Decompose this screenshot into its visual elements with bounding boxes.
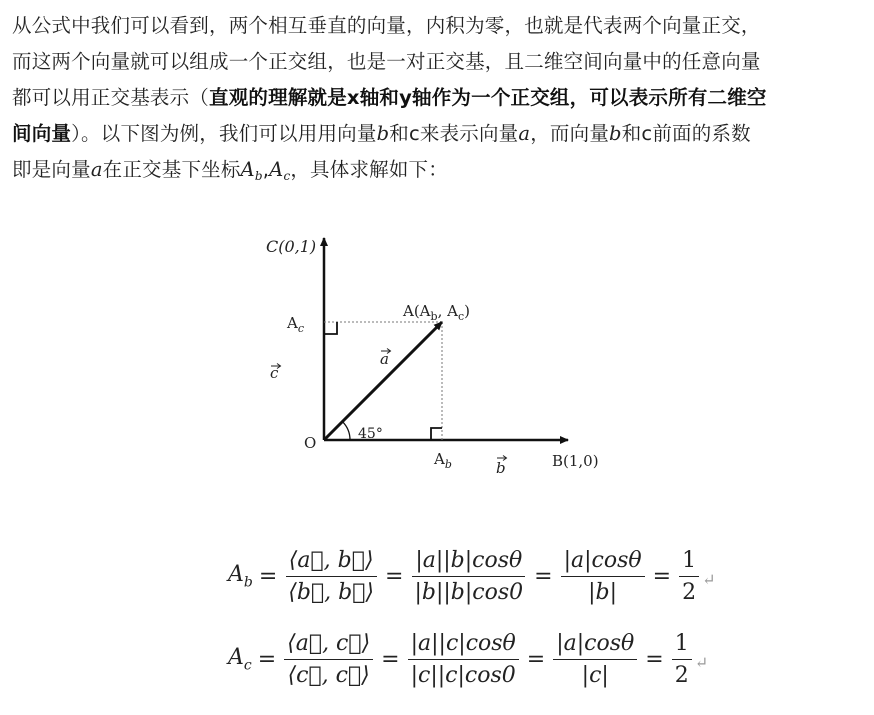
text-segment: 在正交基下坐标 <box>102 158 241 181</box>
text-segment: 从公式中我们可以看到，两个相互垂直的向量，内积为零，也就是代表两个向量正交， <box>12 14 761 37</box>
coord-A: A <box>240 158 255 181</box>
svg-text:c: c <box>270 364 279 382</box>
vector-a <box>324 322 442 440</box>
equals-sign: = <box>385 563 404 589</box>
coord-comma: , <box>262 158 270 181</box>
var-a: a <box>518 122 531 145</box>
text-segment: 来表示向量 <box>419 122 519 145</box>
equation-lhs: $A_c$ <box>228 644 252 674</box>
text-segment: ）。以下图为例，我们可以用用向量 <box>71 122 377 145</box>
coord-sub-b: b <box>254 169 263 183</box>
bold-y-letter: y <box>399 86 413 109</box>
var-c: c <box>408 122 420 145</box>
label-B: B(1,0) <box>552 452 599 470</box>
equals-sign: = <box>258 563 278 589</box>
equals-sign: = <box>645 646 664 672</box>
equation-lhs: $A_b$ <box>228 561 253 591</box>
fraction-simplified: $\frac{|a|\cos\theta}{|c|}$ <box>553 631 637 688</box>
return-mark-icon: ↵ <box>702 569 716 589</box>
equals-sign: = <box>257 646 277 672</box>
label-vec-b <box>496 456 507 478</box>
coord-sub-c: c <box>283 169 291 183</box>
coord-A: A <box>269 158 284 181</box>
bold-text: 直观的理解就是 <box>209 86 347 109</box>
text-segment: 和 <box>389 122 409 145</box>
paragraph-line-3 <box>12 80 864 116</box>
var-c: c <box>641 122 653 145</box>
label-vec-c <box>270 364 281 383</box>
right-angle-mark-b <box>431 428 442 440</box>
svg-text:a: a <box>380 350 389 368</box>
fraction-result: $\frac{1}{2}$ <box>672 631 692 688</box>
fraction-simplified: $\frac{|a|\cos\theta}{|b|}$ <box>561 548 645 605</box>
label-angle: 45° <box>358 426 383 442</box>
bold-segment <box>209 86 767 109</box>
paragraph-line-5 <box>12 152 864 194</box>
orthogonal-basis-diagram <box>250 228 620 488</box>
text-segment: ，具体求解如下： <box>290 158 448 181</box>
equation-Ab <box>228 541 715 611</box>
fraction-inner-product: $\frac{⟨a⃗, c⃗⟩}{⟨c⃗, c⃗⟩}$ <box>284 631 373 688</box>
bold-text: 轴和 <box>359 86 400 109</box>
var-a: a <box>90 158 103 181</box>
equals-sign: = <box>534 563 553 589</box>
label-point-A: $A(A_b$, $A_c$) <box>403 302 470 323</box>
bold-segment <box>12 122 71 145</box>
text-segment: 而这两个向量就可以组成一个正交组，也是一对正交基，且二维空间向量中的任意向量 <box>12 50 761 73</box>
paragraph-line-4 <box>12 116 864 152</box>
fraction-magnitudes: $\frac{|a||c|\cos\theta}{|c||c|\cos 0}$ <box>408 631 519 688</box>
equation-Ac <box>228 624 708 694</box>
label-Ac-left: $A_c$ <box>287 314 305 335</box>
fraction-result: $\frac{1}{2}$ <box>679 548 699 605</box>
bold-text: 间向量 <box>12 122 72 145</box>
label-vec-a <box>380 349 391 369</box>
paragraph-line-2 <box>12 44 864 80</box>
label-C: C(0,1) <box>266 237 317 256</box>
angle-arc <box>342 422 350 440</box>
right-angle-mark-c <box>324 322 337 334</box>
text-segment: 前面的系数 <box>652 122 751 145</box>
label-Ab-bottom: $A_b$ <box>434 450 452 471</box>
equals-sign: = <box>652 563 672 589</box>
intro-paragraph <box>12 8 864 194</box>
equals-sign: = <box>381 646 400 672</box>
var-b: b <box>376 122 390 145</box>
text-segment: 都可以用正交基表示（ <box>12 86 210 109</box>
paragraph-line-1 <box>12 8 864 44</box>
fraction-magnitudes: $\frac{|a||b|\cos\theta}{|b||b|\cos 0}$ <box>411 548 526 605</box>
label-origin: O <box>304 434 317 452</box>
text-segment: 和 <box>621 122 642 145</box>
bold-x-letter: x <box>346 86 360 109</box>
text-segment: ，而向量 <box>530 122 610 145</box>
fraction-inner-product: $\frac{⟨a⃗, b⃗⟩}{⟨b⃗, b⃗⟩}$ <box>285 548 377 605</box>
return-mark-icon: ↵ <box>694 652 709 672</box>
var-b: b <box>609 122 622 145</box>
svg-text:b: b <box>496 459 506 477</box>
equals-sign: = <box>526 646 546 672</box>
bold-text: 轴作为一个正交组，可以表示所有二维空 <box>412 86 767 109</box>
text-segment: 即是向量 <box>12 158 91 181</box>
